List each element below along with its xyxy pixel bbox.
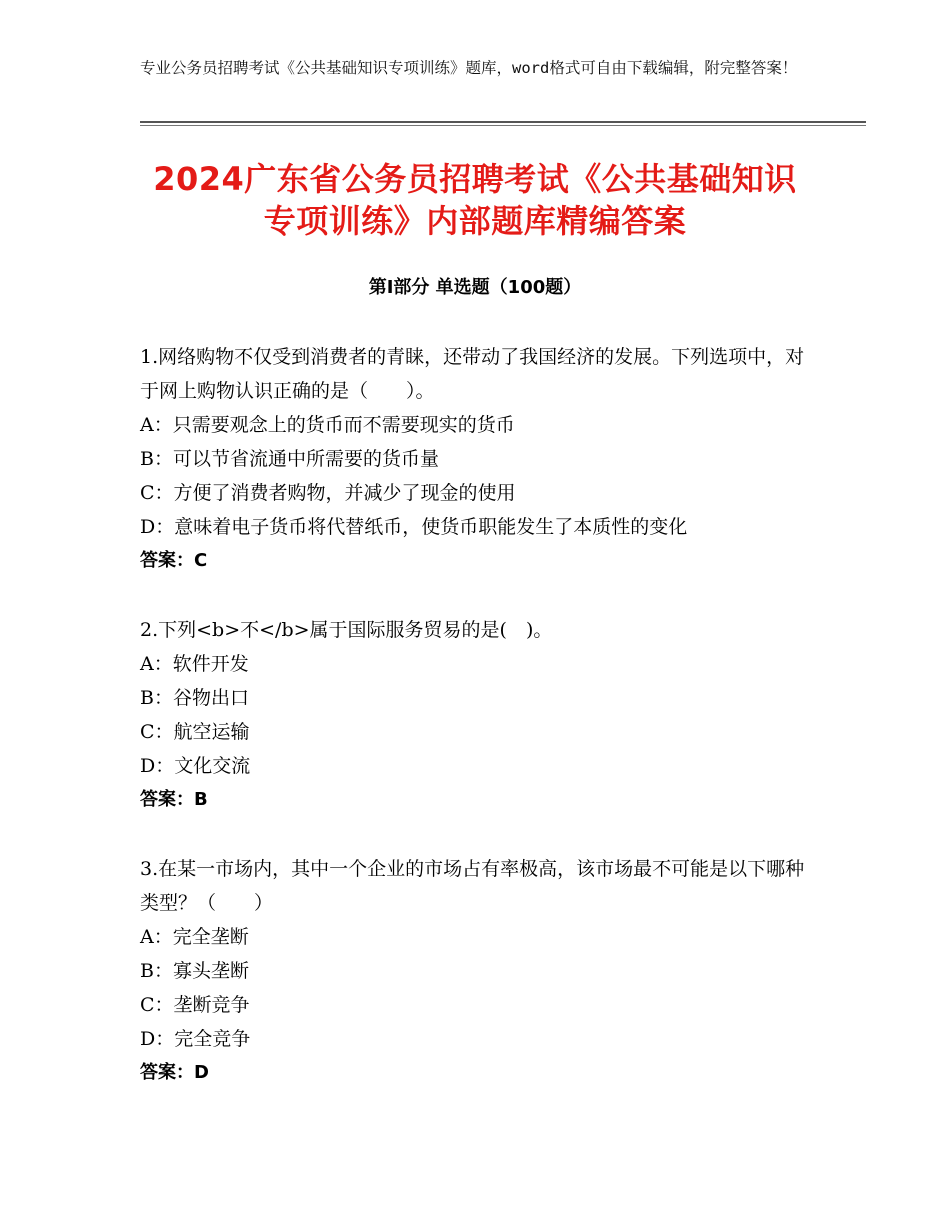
document-title	[100, 158, 850, 242]
option-d: D：文化交流	[140, 755, 251, 777]
question-stem: 1.网络购物不仅受到消费者的青睐，还带动了我国经济的发展。下列选项中，对于网上购物认识正确的是（ ）。	[140, 346, 805, 402]
document-title-line-1: 2024广东省公务员招聘考试《公共基础知识	[153, 160, 797, 198]
option-a: A：只需要观念上的货币而不需要现实的货币	[140, 414, 515, 436]
question-2	[140, 613, 820, 817]
option-d: D：完全竞争	[140, 1028, 251, 1050]
section-title: 第Ⅰ部分 单选题（100题）	[368, 277, 582, 298]
question-stem: 2.下列<b>不</b>属于国际服务贸易的是( )。	[140, 619, 553, 641]
option-a: A：软件开发	[140, 653, 249, 675]
question-stem: 3.在某一市场内，其中一个企业的市场占有率极高，该市场最不可能是以下哪种类型？（ ）	[140, 858, 805, 914]
answer: 答案：D	[140, 1062, 209, 1083]
header-divider-thick	[140, 121, 866, 123]
option-d: D：意味着电子货币将代替纸币，使货币职能发生了本质性的变化	[140, 516, 688, 538]
answer: 答案：B	[140, 789, 208, 810]
option-c: C：方便了消费者购物，并减少了现金的使用	[140, 482, 516, 504]
option-b: B：谷物出口	[140, 687, 249, 709]
option-c: C：航空运输	[140, 721, 250, 743]
option-b: B：可以节省流通中所需要的货币量	[140, 448, 439, 470]
option-b: B：寡头垄断	[140, 960, 249, 982]
option-a: A：完全垄断	[140, 926, 249, 948]
option-c: C：垄断竞争	[140, 994, 250, 1016]
question-3	[140, 852, 820, 1090]
document-title-line-2: 专项训练》内部题库精编答案	[263, 202, 687, 240]
header-divider-thin	[140, 125, 866, 126]
answer: 答案：C	[140, 550, 208, 571]
header-note: 专业公务员招聘考试《公共基础知识专项训练》题库，word格式可自由下载编辑，附完整答案！	[140, 59, 798, 77]
question-1	[140, 340, 820, 578]
